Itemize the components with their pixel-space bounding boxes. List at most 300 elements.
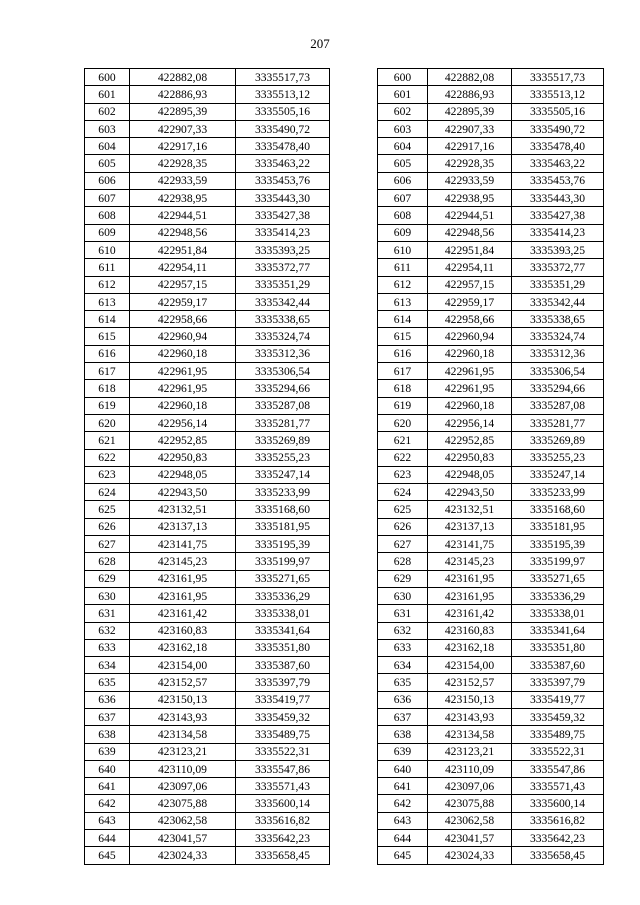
point-number-cell: 630 <box>378 587 428 604</box>
x-coordinate-cell: 422961,95 <box>130 380 236 397</box>
point-number-cell: 604 <box>85 138 130 155</box>
table-row <box>378 397 604 414</box>
point-number-cell: 627 <box>85 536 130 553</box>
y-coordinate-cell: 3335342,44 <box>512 293 604 310</box>
point-number-cell: 611 <box>85 259 130 276</box>
table-row <box>378 830 604 847</box>
table-row <box>85 293 330 310</box>
table-row <box>85 657 330 674</box>
x-coordinate-cell: 422895,39 <box>428 103 512 120</box>
point-number-cell: 608 <box>85 207 130 224</box>
x-coordinate-cell: 423110,09 <box>428 760 512 777</box>
x-coordinate-cell: 422954,11 <box>428 259 512 276</box>
table-row <box>85 138 330 155</box>
x-coordinate-cell: 423137,13 <box>428 518 512 535</box>
point-number-cell: 605 <box>378 155 428 172</box>
x-coordinate-cell: 423024,33 <box>130 847 236 864</box>
table-row <box>378 138 604 155</box>
x-coordinate-cell: 422928,35 <box>130 155 236 172</box>
x-coordinate-cell: 422961,95 <box>428 380 512 397</box>
y-coordinate-cell: 3335281,77 <box>236 414 330 431</box>
x-coordinate-cell: 423152,57 <box>428 674 512 691</box>
x-coordinate-cell: 423123,21 <box>428 743 512 760</box>
point-number-cell: 622 <box>378 449 428 466</box>
x-coordinate-cell: 422950,83 <box>130 449 236 466</box>
table-row <box>85 345 330 362</box>
y-coordinate-cell: 3335372,77 <box>236 259 330 276</box>
y-coordinate-cell: 3335505,16 <box>236 103 330 120</box>
y-coordinate-cell: 3335342,44 <box>236 293 330 310</box>
x-coordinate-cell: 423154,00 <box>130 657 236 674</box>
point-number-cell: 643 <box>85 812 130 829</box>
point-number-cell: 639 <box>85 743 130 760</box>
y-coordinate-cell: 3335181,95 <box>512 518 604 535</box>
table-row <box>378 259 604 276</box>
table-row <box>85 120 330 137</box>
y-coordinate-cell: 3335338,01 <box>236 605 330 622</box>
point-number-cell: 633 <box>85 639 130 656</box>
point-number-cell: 613 <box>378 293 428 310</box>
y-coordinate-cell: 3335397,79 <box>236 674 330 691</box>
table-row <box>378 69 604 86</box>
y-coordinate-cell: 3335397,79 <box>512 674 604 691</box>
table-row <box>85 449 330 466</box>
y-coordinate-cell: 3335287,08 <box>512 397 604 414</box>
y-coordinate-cell: 3335478,40 <box>512 138 604 155</box>
x-coordinate-cell: 422944,51 <box>428 207 512 224</box>
y-coordinate-cell: 3335351,80 <box>512 639 604 656</box>
table-row <box>378 380 604 397</box>
y-coordinate-cell: 3335341,64 <box>236 622 330 639</box>
table-row <box>378 812 604 829</box>
y-coordinate-cell: 3335459,32 <box>236 708 330 725</box>
x-coordinate-cell: 423097,06 <box>428 778 512 795</box>
y-coordinate-cell: 3335306,54 <box>236 363 330 380</box>
x-coordinate-cell: 423161,42 <box>428 605 512 622</box>
table-row <box>378 605 604 622</box>
x-coordinate-cell: 423145,23 <box>130 553 236 570</box>
point-number-cell: 633 <box>378 639 428 656</box>
y-coordinate-cell: 3335351,29 <box>512 276 604 293</box>
x-coordinate-cell: 422917,16 <box>130 138 236 155</box>
x-coordinate-cell: 422943,50 <box>130 484 236 501</box>
table-row <box>85 708 330 725</box>
point-number-cell: 620 <box>85 414 130 431</box>
table-row <box>378 795 604 812</box>
x-coordinate-cell: 422948,05 <box>428 466 512 483</box>
y-coordinate-cell: 3335387,60 <box>512 657 604 674</box>
y-coordinate-cell: 3335642,23 <box>236 830 330 847</box>
point-number-cell: 621 <box>85 432 130 449</box>
y-coordinate-cell: 3335168,60 <box>236 501 330 518</box>
point-number-cell: 620 <box>378 414 428 431</box>
y-coordinate-cell: 3335255,23 <box>236 449 330 466</box>
x-coordinate-cell: 423137,13 <box>130 518 236 535</box>
y-coordinate-cell: 3335393,25 <box>512 241 604 258</box>
point-number-cell: 606 <box>378 172 428 189</box>
y-coordinate-cell: 3335195,39 <box>236 536 330 553</box>
x-coordinate-cell: 423134,58 <box>130 726 236 743</box>
table-row <box>85 830 330 847</box>
table-row <box>85 224 330 241</box>
table-row <box>378 501 604 518</box>
point-number-cell: 601 <box>85 86 130 103</box>
table-row <box>378 103 604 120</box>
point-number-cell: 607 <box>85 190 130 207</box>
point-number-cell: 626 <box>85 518 130 535</box>
x-coordinate-cell: 422952,85 <box>130 432 236 449</box>
point-number-cell: 611 <box>378 259 428 276</box>
table-row <box>85 190 330 207</box>
table-row <box>85 276 330 293</box>
y-coordinate-cell: 3335453,76 <box>512 172 604 189</box>
x-coordinate-cell: 422951,84 <box>428 241 512 258</box>
table-row <box>378 553 604 570</box>
y-coordinate-cell: 3335324,74 <box>512 328 604 345</box>
table-row <box>85 172 330 189</box>
table-row <box>85 812 330 829</box>
y-coordinate-cell: 3335522,31 <box>512 743 604 760</box>
table-row <box>378 691 604 708</box>
point-number-cell: 615 <box>378 328 428 345</box>
y-coordinate-cell: 3335505,16 <box>512 103 604 120</box>
x-coordinate-cell: 423062,58 <box>130 812 236 829</box>
point-number-cell: 637 <box>378 708 428 725</box>
point-number-cell: 606 <box>85 172 130 189</box>
x-coordinate-cell: 423143,93 <box>130 708 236 725</box>
point-number-cell: 609 <box>85 224 130 241</box>
table-row <box>85 380 330 397</box>
page-number: 207 <box>310 36 330 51</box>
coordinates-table-left <box>84 68 330 865</box>
x-coordinate-cell: 422960,18 <box>428 397 512 414</box>
x-coordinate-cell: 422917,16 <box>428 138 512 155</box>
y-coordinate-cell: 3335513,12 <box>236 86 330 103</box>
y-coordinate-cell: 3335312,36 <box>236 345 330 362</box>
table-row <box>85 639 330 656</box>
point-number-cell: 626 <box>378 518 428 535</box>
point-number-cell: 644 <box>378 830 428 847</box>
table-row <box>85 570 330 587</box>
table-row <box>378 86 604 103</box>
x-coordinate-cell: 422958,66 <box>130 311 236 328</box>
point-number-cell: 631 <box>85 605 130 622</box>
y-coordinate-cell: 3335658,45 <box>236 847 330 864</box>
table-row <box>85 207 330 224</box>
x-coordinate-cell: 422961,95 <box>130 363 236 380</box>
y-coordinate-cell: 3335372,77 <box>512 259 604 276</box>
y-coordinate-cell: 3335338,01 <box>512 605 604 622</box>
point-number-cell: 634 <box>85 657 130 674</box>
point-number-cell: 618 <box>378 380 428 397</box>
x-coordinate-cell: 422933,59 <box>130 172 236 189</box>
table-row <box>378 414 604 431</box>
point-number-cell: 619 <box>85 397 130 414</box>
point-number-cell: 610 <box>85 241 130 258</box>
y-coordinate-cell: 3335387,60 <box>236 657 330 674</box>
x-coordinate-cell: 422943,50 <box>428 484 512 501</box>
x-coordinate-cell: 422933,59 <box>428 172 512 189</box>
y-coordinate-cell: 3335642,23 <box>512 830 604 847</box>
y-coordinate-cell: 3335616,82 <box>236 812 330 829</box>
x-coordinate-cell: 423162,18 <box>428 639 512 656</box>
table-row <box>378 536 604 553</box>
table-row <box>378 484 604 501</box>
table-row <box>85 311 330 328</box>
table-row <box>378 190 604 207</box>
table-row <box>85 484 330 501</box>
y-coordinate-cell: 3335463,22 <box>236 155 330 172</box>
point-number-cell: 640 <box>85 760 130 777</box>
point-number-cell: 601 <box>378 86 428 103</box>
point-number-cell: 632 <box>85 622 130 639</box>
y-coordinate-cell: 3335547,86 <box>236 760 330 777</box>
table-row <box>378 207 604 224</box>
x-coordinate-cell: 423162,18 <box>130 639 236 656</box>
table-row <box>85 778 330 795</box>
x-coordinate-cell: 422882,08 <box>130 69 236 86</box>
table-row <box>85 86 330 103</box>
y-coordinate-cell: 3335490,72 <box>236 120 330 137</box>
x-coordinate-cell: 423143,93 <box>428 708 512 725</box>
table-row <box>378 276 604 293</box>
x-coordinate-cell: 423161,95 <box>130 570 236 587</box>
x-coordinate-cell: 422938,95 <box>428 190 512 207</box>
table-row <box>85 363 330 380</box>
x-coordinate-cell: 422960,18 <box>130 397 236 414</box>
y-coordinate-cell: 3335478,40 <box>236 138 330 155</box>
y-coordinate-cell: 3335181,95 <box>236 518 330 535</box>
y-coordinate-cell: 3335517,73 <box>512 69 604 86</box>
y-coordinate-cell: 3335522,31 <box>236 743 330 760</box>
point-number-cell: 642 <box>378 795 428 812</box>
x-coordinate-cell: 422960,94 <box>130 328 236 345</box>
y-coordinate-cell: 3335419,77 <box>512 691 604 708</box>
point-number-cell: 634 <box>378 657 428 674</box>
point-number-cell: 638 <box>378 726 428 743</box>
y-coordinate-cell: 3335336,29 <box>236 587 330 604</box>
x-coordinate-cell: 423145,23 <box>428 553 512 570</box>
x-coordinate-cell: 423150,13 <box>130 691 236 708</box>
x-coordinate-cell: 422960,18 <box>130 345 236 362</box>
point-number-cell: 607 <box>378 190 428 207</box>
x-coordinate-cell: 423024,33 <box>428 847 512 864</box>
table-row <box>85 414 330 431</box>
x-coordinate-cell: 422948,56 <box>130 224 236 241</box>
y-coordinate-cell: 3335168,60 <box>512 501 604 518</box>
y-coordinate-cell: 3335287,08 <box>236 397 330 414</box>
y-coordinate-cell: 3335427,38 <box>236 207 330 224</box>
x-coordinate-cell: 422938,95 <box>130 190 236 207</box>
y-coordinate-cell: 3335351,29 <box>236 276 330 293</box>
point-number-cell: 617 <box>85 363 130 380</box>
coordinates-table-right <box>377 68 604 865</box>
point-number-cell: 616 <box>378 345 428 362</box>
table-row <box>378 778 604 795</box>
table-row <box>378 311 604 328</box>
x-coordinate-cell: 423161,95 <box>428 570 512 587</box>
x-coordinate-cell: 422959,17 <box>428 293 512 310</box>
y-coordinate-cell: 3335336,29 <box>512 587 604 604</box>
point-number-cell: 639 <box>378 743 428 760</box>
y-coordinate-cell: 3335463,22 <box>512 155 604 172</box>
table-row <box>378 847 604 864</box>
x-coordinate-cell: 422957,15 <box>428 276 512 293</box>
point-number-cell: 644 <box>85 830 130 847</box>
x-coordinate-cell: 422957,15 <box>130 276 236 293</box>
table-row <box>85 674 330 691</box>
table-row <box>85 605 330 622</box>
x-coordinate-cell: 423154,00 <box>428 657 512 674</box>
x-coordinate-cell: 422948,56 <box>428 224 512 241</box>
x-coordinate-cell: 423062,58 <box>428 812 512 829</box>
table-row <box>378 155 604 172</box>
point-number-cell: 640 <box>378 760 428 777</box>
table-row <box>378 363 604 380</box>
point-number-cell: 635 <box>378 674 428 691</box>
y-coordinate-cell: 3335351,80 <box>236 639 330 656</box>
table-row <box>378 708 604 725</box>
x-coordinate-cell: 423161,95 <box>428 587 512 604</box>
point-number-cell: 632 <box>378 622 428 639</box>
point-number-cell: 614 <box>85 311 130 328</box>
y-coordinate-cell: 3335419,77 <box>236 691 330 708</box>
table-row <box>378 760 604 777</box>
table-row <box>85 743 330 760</box>
x-coordinate-cell: 422882,08 <box>428 69 512 86</box>
x-coordinate-cell: 422951,84 <box>130 241 236 258</box>
point-number-cell: 628 <box>378 553 428 570</box>
point-number-cell: 629 <box>85 570 130 587</box>
y-coordinate-cell: 3335195,39 <box>512 536 604 553</box>
x-coordinate-cell: 423161,95 <box>130 587 236 604</box>
point-number-cell: 628 <box>85 553 130 570</box>
table-row <box>378 345 604 362</box>
x-coordinate-cell: 422956,14 <box>130 414 236 431</box>
point-number-cell: 625 <box>378 501 428 518</box>
table-row <box>85 691 330 708</box>
x-coordinate-cell: 423141,75 <box>130 536 236 553</box>
y-coordinate-cell: 3335338,65 <box>512 311 604 328</box>
y-coordinate-cell: 3335255,23 <box>512 449 604 466</box>
x-coordinate-cell: 423161,42 <box>130 605 236 622</box>
point-number-cell: 602 <box>378 103 428 120</box>
table-row <box>85 760 330 777</box>
x-coordinate-cell: 422961,95 <box>428 363 512 380</box>
y-coordinate-cell: 3335338,65 <box>236 311 330 328</box>
table-row <box>378 570 604 587</box>
x-coordinate-cell: 422944,51 <box>130 207 236 224</box>
table-row <box>85 847 330 864</box>
point-number-cell: 645 <box>378 847 428 864</box>
table-row <box>85 328 330 345</box>
point-number-cell: 636 <box>85 691 130 708</box>
table-row <box>378 293 604 310</box>
table-row <box>378 449 604 466</box>
y-coordinate-cell: 3335294,66 <box>512 380 604 397</box>
point-number-cell: 604 <box>378 138 428 155</box>
x-coordinate-cell: 422950,83 <box>428 449 512 466</box>
point-number-cell: 603 <box>85 120 130 137</box>
point-number-cell: 609 <box>378 224 428 241</box>
point-number-cell: 641 <box>85 778 130 795</box>
point-number-cell: 635 <box>85 674 130 691</box>
point-number-cell: 645 <box>85 847 130 864</box>
y-coordinate-cell: 3335271,65 <box>512 570 604 587</box>
y-coordinate-cell: 3335233,99 <box>236 484 330 501</box>
table-row <box>378 241 604 258</box>
x-coordinate-cell: 423152,57 <box>130 674 236 691</box>
x-coordinate-cell: 423150,13 <box>428 691 512 708</box>
x-coordinate-cell: 423132,51 <box>428 501 512 518</box>
x-coordinate-cell: 423110,09 <box>130 760 236 777</box>
point-number-cell: 642 <box>85 795 130 812</box>
y-coordinate-cell: 3335294,66 <box>236 380 330 397</box>
point-number-cell: 605 <box>85 155 130 172</box>
table-row <box>85 795 330 812</box>
y-coordinate-cell: 3335490,72 <box>512 120 604 137</box>
point-number-cell: 636 <box>378 691 428 708</box>
x-coordinate-cell: 422907,33 <box>428 120 512 137</box>
y-coordinate-cell: 3335427,38 <box>512 207 604 224</box>
table-row <box>378 328 604 345</box>
y-coordinate-cell: 3335547,86 <box>512 760 604 777</box>
x-coordinate-cell: 423123,21 <box>130 743 236 760</box>
point-number-cell: 637 <box>85 708 130 725</box>
point-number-cell: 643 <box>378 812 428 829</box>
point-number-cell: 622 <box>85 449 130 466</box>
point-number-cell: 610 <box>378 241 428 258</box>
point-number-cell: 641 <box>378 778 428 795</box>
y-coordinate-cell: 3335443,30 <box>512 190 604 207</box>
table-row <box>85 553 330 570</box>
x-coordinate-cell: 423041,57 <box>428 830 512 847</box>
table-row <box>378 639 604 656</box>
y-coordinate-cell: 3335600,14 <box>236 795 330 812</box>
point-number-cell: 600 <box>85 69 130 86</box>
table-row <box>85 103 330 120</box>
y-coordinate-cell: 3335199,97 <box>512 553 604 570</box>
table-row <box>378 657 604 674</box>
x-coordinate-cell: 423041,57 <box>130 830 236 847</box>
point-number-cell: 613 <box>85 293 130 310</box>
x-coordinate-cell: 422954,11 <box>130 259 236 276</box>
x-coordinate-cell: 422886,93 <box>428 86 512 103</box>
table-row <box>85 518 330 535</box>
x-coordinate-cell: 422886,93 <box>130 86 236 103</box>
y-coordinate-cell: 3335443,30 <box>236 190 330 207</box>
y-coordinate-cell: 3335414,23 <box>512 224 604 241</box>
y-coordinate-cell: 3335571,43 <box>512 778 604 795</box>
table-row <box>378 432 604 449</box>
point-number-cell: 623 <box>85 466 130 483</box>
point-number-cell: 631 <box>378 605 428 622</box>
table-row <box>378 120 604 137</box>
point-number-cell: 638 <box>85 726 130 743</box>
x-coordinate-cell: 422952,85 <box>428 432 512 449</box>
x-coordinate-cell: 423141,75 <box>428 536 512 553</box>
table-row <box>378 743 604 760</box>
table-row <box>378 622 604 639</box>
x-coordinate-cell: 422958,66 <box>428 311 512 328</box>
y-coordinate-cell: 3335393,25 <box>236 241 330 258</box>
table-row <box>378 518 604 535</box>
point-number-cell: 619 <box>378 397 428 414</box>
y-coordinate-cell: 3335489,75 <box>512 726 604 743</box>
x-coordinate-cell: 423134,58 <box>428 726 512 743</box>
y-coordinate-cell: 3335517,73 <box>236 69 330 86</box>
table-row <box>85 69 330 86</box>
